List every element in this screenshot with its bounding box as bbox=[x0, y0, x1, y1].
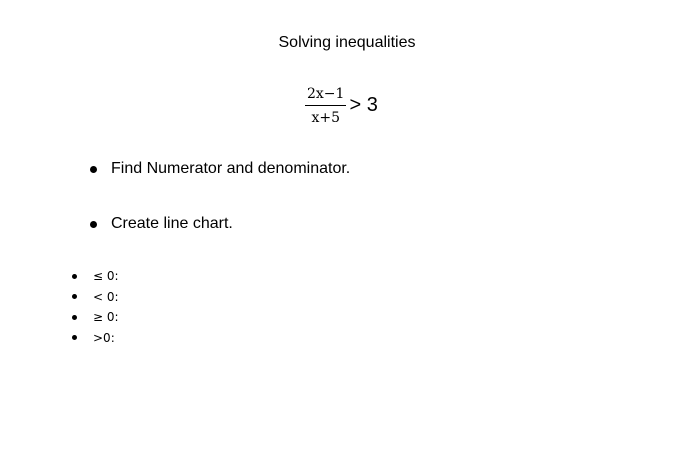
bullet-text: Create line chart. bbox=[111, 215, 233, 232]
sign-case-item bbox=[72, 328, 119, 349]
bullet-text: Find Numerator and denominator. bbox=[111, 160, 351, 177]
bullet-dot-icon bbox=[72, 335, 77, 340]
inequality-equation bbox=[305, 86, 378, 126]
bullet-dot-icon bbox=[90, 221, 97, 228]
sign-case-text: < 0: bbox=[93, 289, 119, 304]
inequality-relation: > 3 bbox=[349, 93, 378, 116]
sign-case-text: ≤ 0: bbox=[93, 269, 119, 284]
fraction-denominator: x+5 bbox=[311, 110, 340, 126]
bullet-item bbox=[90, 215, 233, 233]
bullet-dot-icon bbox=[72, 294, 77, 299]
sign-case-item bbox=[72, 307, 119, 328]
fraction bbox=[305, 86, 346, 126]
fraction-numerator: 2x−1 bbox=[305, 86, 346, 106]
sign-case-list bbox=[72, 266, 119, 348]
bullet-dot-icon bbox=[72, 274, 77, 279]
sign-case-item bbox=[72, 266, 119, 287]
sign-case-text: ≥ 0: bbox=[93, 310, 119, 325]
sign-case-text: >0: bbox=[93, 330, 115, 345]
slide-title: Solving inequalities bbox=[278, 34, 416, 51]
sign-case-item bbox=[72, 287, 119, 308]
bullet-dot-icon bbox=[90, 166, 97, 173]
bullet-item bbox=[90, 160, 350, 178]
bullet-dot-icon bbox=[72, 315, 77, 320]
